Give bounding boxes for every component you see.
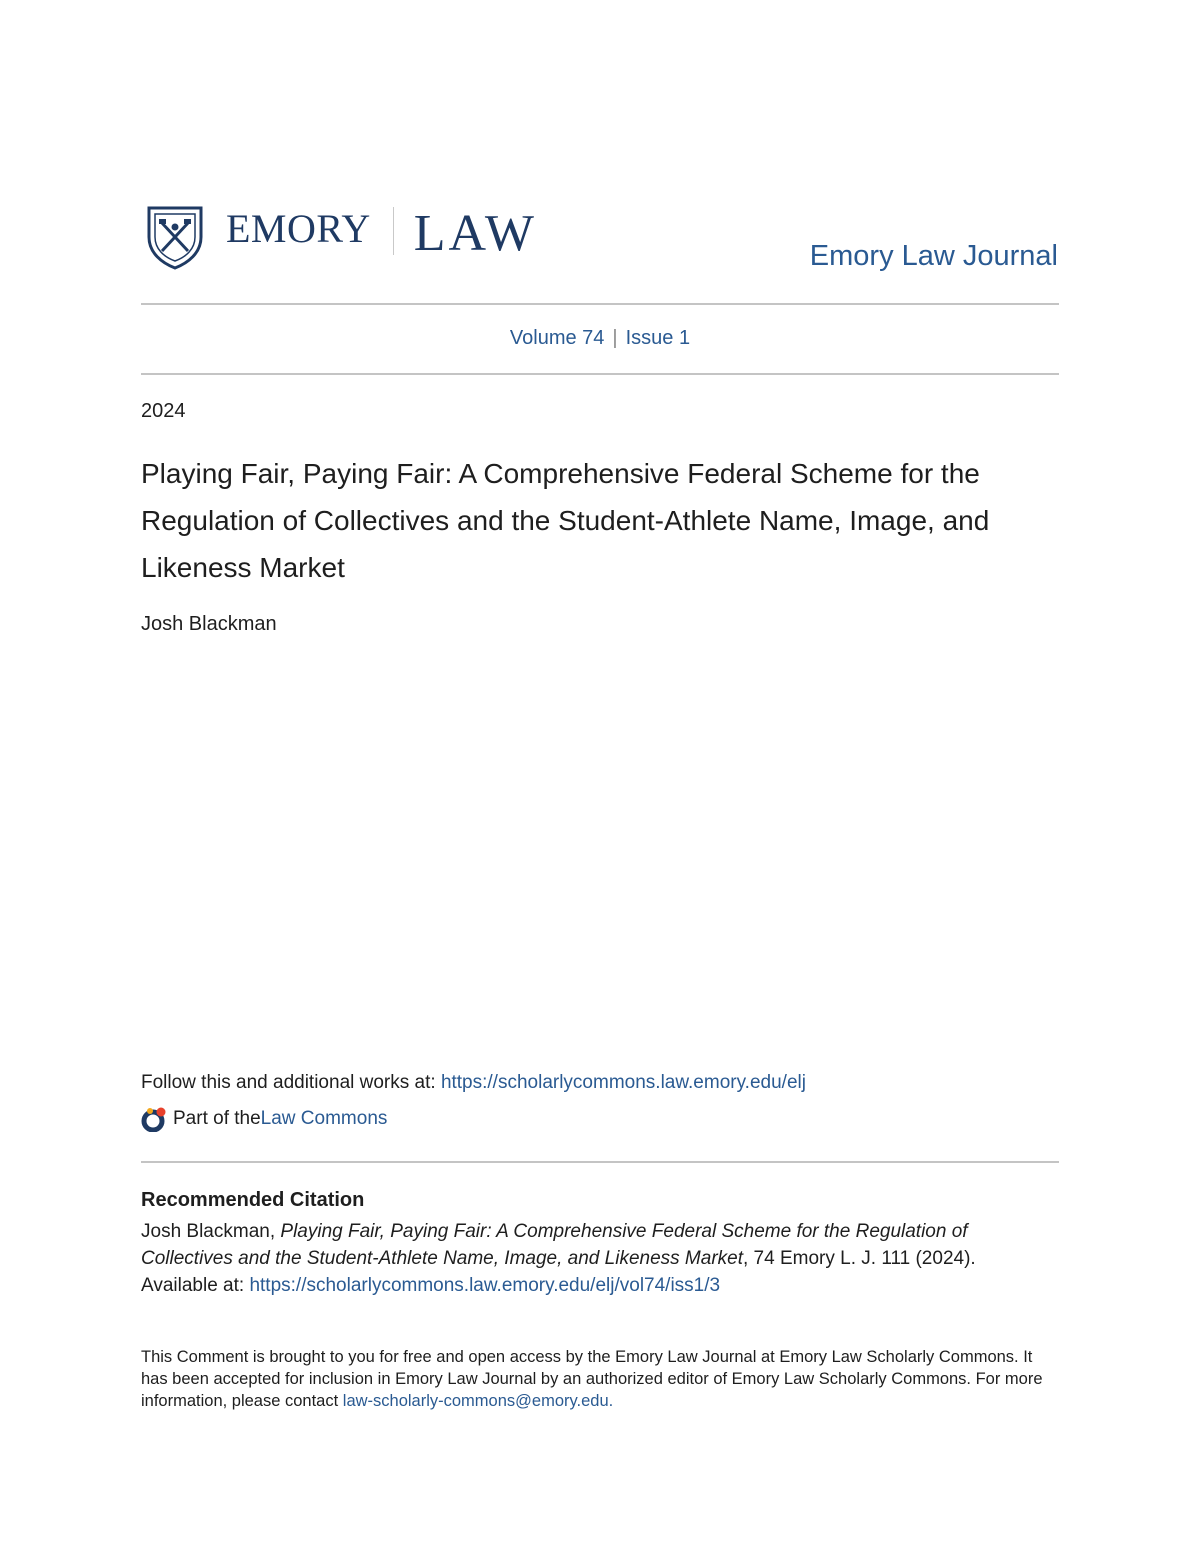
contact-email-link[interactable]: law-scholarly-commons@emory.edu bbox=[342, 1392, 609, 1410]
volume-link[interactable]: Volume 74 bbox=[509, 327, 605, 349]
volume-issue-separator: | bbox=[612, 327, 618, 349]
citation-body bbox=[141, 1218, 1041, 1299]
divider-top bbox=[141, 303, 1059, 305]
access-statement-text: This Comment is brought to you for free and open access by the Emory Law Journal at Emory Law Scholarly Commons. It has been accepted for inclusion in Emory Law Journal by an authorized editor of Emory Law Scholarly Commons. For more information, please contact bbox=[141, 1348, 1043, 1410]
logo-law-text: LAW bbox=[413, 205, 537, 262]
available-url-link[interactable]: https://scholarlycommons.law.emory.edu/elj/vol74/iss1/3 bbox=[249, 1275, 721, 1296]
citation-author: Josh Blackman, bbox=[141, 1221, 281, 1242]
journal-name[interactable]: Emory Law Journal bbox=[809, 240, 1058, 272]
issue-link[interactable]: Issue 1 bbox=[625, 327, 691, 349]
law-commons-link[interactable]: Law Commons bbox=[260, 1108, 388, 1129]
part-of-line bbox=[141, 1106, 387, 1132]
digital-commons-network-icon bbox=[141, 1106, 167, 1132]
available-label: Available at: bbox=[141, 1275, 250, 1296]
citation-heading: Recommended Citation bbox=[141, 1189, 365, 1211]
volume-issue bbox=[0, 327, 1200, 350]
article-author: Josh Blackman bbox=[141, 613, 277, 635]
access-statement-end: . bbox=[608, 1392, 614, 1410]
citation-source: , 74 Emory L. J. 111 (2024). bbox=[743, 1248, 976, 1269]
follow-url-link[interactable]: https://scholarlycommons.law.emory.edu/elj bbox=[440, 1072, 806, 1093]
access-statement bbox=[141, 1346, 1061, 1412]
publication-year: 2024 bbox=[141, 400, 186, 422]
emory-shield-logo-icon bbox=[146, 205, 204, 271]
citation-title: Playing Fair, Paying Fair: A Comprehensive Federal Scheme for the Regulation of Collectives and the Student-Athlete Name, Image, and Likeness Market bbox=[141, 1221, 968, 1269]
logo-emory-text: EMORY bbox=[226, 206, 371, 251]
follow-line bbox=[141, 1072, 806, 1094]
divider-bottom bbox=[141, 1161, 1059, 1163]
article-title: Playing Fair, Paying Fair: A Comprehensive Federal Scheme for the Regulation of Collectives and the Student-Athlete Name, Image, and Likeness Market bbox=[141, 458, 990, 583]
logo-divider bbox=[393, 207, 394, 255]
follow-label: Follow this and additional works at: bbox=[141, 1072, 441, 1093]
part-of-label: Part of the bbox=[173, 1108, 261, 1129]
emory-law-logo bbox=[146, 205, 537, 271]
divider-middle bbox=[141, 373, 1059, 375]
